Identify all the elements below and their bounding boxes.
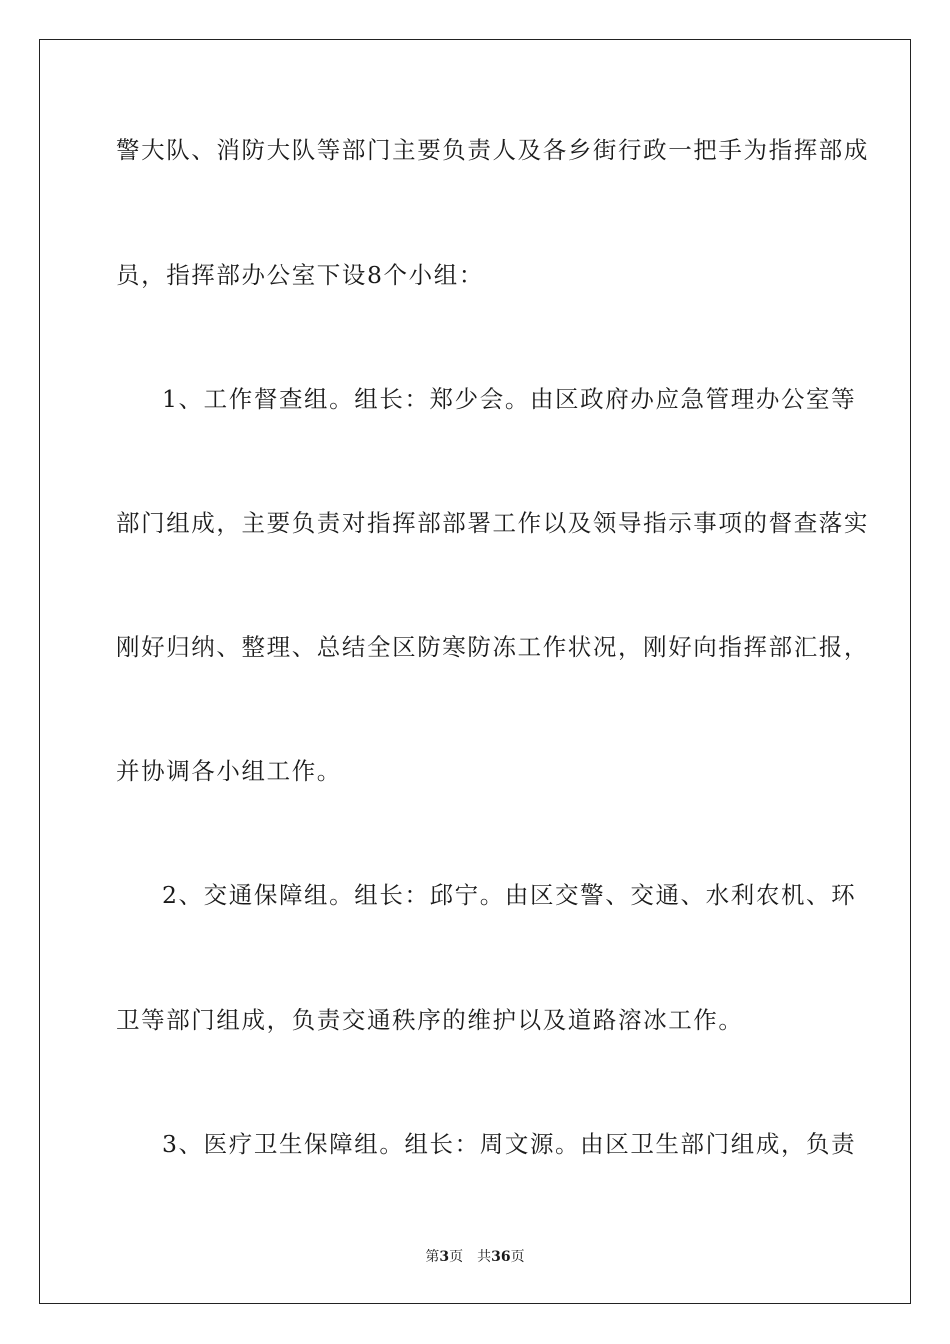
page-suffix: 页 (449, 1249, 464, 1265)
body-text-line: 部门组成，主要负责对指挥部部署工作以及领导指示事项的督查落实 (116, 509, 869, 537)
total-suffix: 页 (510, 1249, 525, 1265)
total-prefix: 共 (477, 1249, 492, 1265)
page-border (39, 39, 911, 1304)
body-text-line: 并协调各小组工作。 (116, 757, 342, 785)
total-pages: 36 (491, 1249, 511, 1265)
page-prefix: 第 (425, 1249, 440, 1265)
body-text-line: 卫等部门组成，负责交通秩序的维护以及道路溶冰工作。 (116, 1006, 744, 1034)
page-footer (0, 1247, 950, 1267)
body-text-line: 警大队、消防大队等部门主要负责人及各乡街行政一把手为指挥部成 (116, 136, 869, 164)
body-text-line: 3、医疗卫生保障组。组长：周文源。由区卫生部门组成，负责 (162, 1130, 857, 1158)
body-text-line: 1、工作督查组。组长：郑少会。由区政府办应急管理办公室等 (162, 385, 857, 413)
body-text-line: 刚好归纳、整理、总结全区防寒防冻工作状况，刚好向指挥部汇报， (116, 633, 869, 661)
body-text-line: 2、交通保障组。组长：邱宁。由区交警、交通、水利农机、环 (162, 881, 857, 909)
body-text-line: 员，指挥部办公室下设8个小组： (116, 261, 484, 289)
page-number: 3 (439, 1249, 450, 1265)
